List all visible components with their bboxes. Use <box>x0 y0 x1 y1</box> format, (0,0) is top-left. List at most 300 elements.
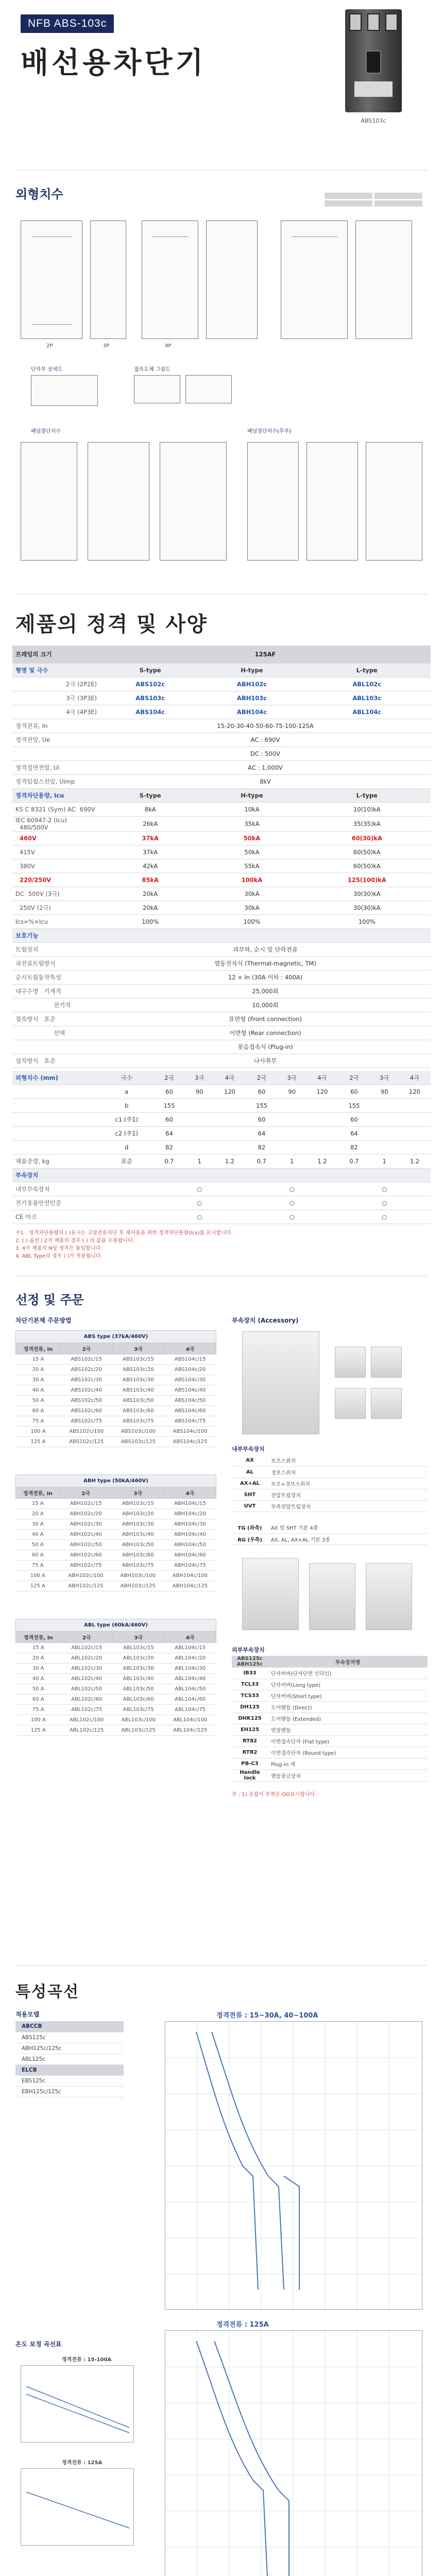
page-title: 배선용차단기 <box>21 46 207 80</box>
table-row <box>232 1668 428 1679</box>
order-cell: 20 A <box>16 1365 61 1375</box>
order-cell: ABL104c/30 <box>164 1664 216 1674</box>
front-view-4p <box>281 221 348 339</box>
table-row <box>232 1713 428 1724</box>
acc-key: RTR2 <box>232 1747 268 1758</box>
table-row <box>16 1725 216 1736</box>
order-cell: ABL103c/50 <box>113 1684 164 1694</box>
rated-current: 15-20-30-40-50-60-75-100-125A <box>100 719 431 733</box>
overcurrent-value: 열동전자식 (Thermal-magnetic, TM) <box>100 956 431 970</box>
table-row <box>232 1770 428 1782</box>
table-row <box>16 1509 216 1519</box>
breaking-value: 26kA <box>100 816 200 831</box>
order-cell: ABL104c/100 <box>164 1715 216 1725</box>
breaking-value: 30kA <box>200 901 303 914</box>
dim-key: c1 (주1) <box>100 1113 153 1127</box>
panel-cut-4p <box>160 442 227 561</box>
breaking-value: 35kA <box>200 816 303 831</box>
side-view-4p <box>355 221 412 339</box>
pole-col-header: 3극 <box>185 1071 214 1085</box>
order-table-caption: ABS type (37kA/460V) <box>16 1331 216 1343</box>
order-cell: ABH104c/60 <box>164 1550 216 1561</box>
accessory-part-image <box>335 1347 366 1378</box>
weight-value: 0.7 <box>153 1155 185 1168</box>
acc-key: SHT <box>232 1489 268 1500</box>
dim-row <box>12 1113 431 1127</box>
acc-key: RT82 <box>232 1736 268 1747</box>
terminal-detail-label: 단자부 상세도 <box>31 367 63 372</box>
dim-value <box>278 1099 306 1113</box>
pole-col-header: 4극 <box>306 1071 338 1085</box>
front-view-3p <box>142 221 198 339</box>
table-row <box>16 1437 216 1447</box>
frame-label: 프레임의 크기 <box>12 646 100 663</box>
order-cell: 20 A <box>16 1653 61 1664</box>
order-cell: ABS104c/125 <box>164 1437 216 1447</box>
side-view-2p <box>90 221 126 339</box>
dim-value: 155 <box>338 1099 370 1113</box>
model-list-title: 적용모델 <box>15 2011 40 2018</box>
product-header <box>0 0 443 170</box>
table-row <box>16 1674 216 1684</box>
table-row <box>16 1561 216 1571</box>
dim-row <box>12 1141 431 1155</box>
table-row <box>16 1519 216 1530</box>
acc-value: 보조스위치 <box>268 1455 428 1466</box>
dim-value: 90 <box>185 1085 214 1099</box>
acc-note: 주 : 1) 손잡이 부착은 OO표시합니다. <box>232 1792 317 1798</box>
contact-label: 접속도체 그림도 <box>134 367 171 372</box>
dim-value: 60 <box>338 1113 370 1127</box>
order-cell: ABL103c/125 <box>113 1725 164 1736</box>
list-item <box>15 2021 124 2032</box>
dimensions-section <box>0 171 443 594</box>
order-cell: ABL102c/60 <box>61 1694 112 1705</box>
acc-key: TCL33 <box>232 1679 268 1690</box>
dim-key: b <box>100 1099 153 1113</box>
order-cell: 100 A <box>16 1427 61 1437</box>
weight-value: 0.7 <box>338 1155 370 1168</box>
table-row <box>16 1540 216 1550</box>
breaking-row-label: IEC 60947-2 (Icu) 480/500V <box>12 816 100 831</box>
contact-drawing <box>134 375 180 403</box>
ordering-section <box>0 1276 443 1965</box>
dim-value: 155 <box>246 1099 278 1113</box>
table-row <box>232 1724 428 1736</box>
order-cell: ABS104c/15 <box>164 1354 216 1365</box>
pole-col-header: 3극 <box>370 1071 399 1085</box>
acc-value: 이면접속단자 (Flat type) <box>268 1736 428 1747</box>
acc-ext-header: ABS125c ABH125c <box>232 1656 268 1668</box>
table-row <box>16 1406 216 1416</box>
order-cell: ABH104c/30 <box>164 1519 216 1530</box>
order-cell: ABH102c/75 <box>60 1561 112 1571</box>
curves-content <box>0 2010 443 2576</box>
dim-value: 64 <box>246 1127 278 1141</box>
accessory-title: 부속장치 (Accessory) <box>232 1317 299 1324</box>
table-row <box>16 1684 216 1694</box>
breaking-row <box>12 831 431 845</box>
dim-row-blank <box>12 1141 100 1155</box>
order-cell: ABL102c/125 <box>61 1725 112 1736</box>
order-cell: ABH102c/125 <box>60 1581 112 1591</box>
breaking-value: 50kA <box>200 845 303 859</box>
table-row <box>232 1478 428 1489</box>
dim-value <box>306 1141 338 1155</box>
table-row <box>232 1679 428 1690</box>
table-row <box>16 1499 216 1509</box>
acc-key: AL <box>232 1466 268 1478</box>
dim-value <box>185 1141 214 1155</box>
table-row <box>16 1550 216 1561</box>
ordering-heading: 선정 및 주문 <box>15 1293 84 1307</box>
order-cell: ABS102c/20 <box>60 1365 112 1375</box>
specs-section <box>0 595 443 1260</box>
order-cell: ABL103c/75 <box>113 1705 164 1715</box>
breaking-label: 정격차단용량, Icu <box>12 788 100 802</box>
order-cell: 15 A <box>16 1354 61 1365</box>
drawing-caption: 3P <box>103 343 110 349</box>
order-cell: ABL103c/100 <box>113 1715 164 1725</box>
breaking-value: 37kA <box>100 845 200 859</box>
acc-value: 핸들잠금장치 <box>268 1770 428 1782</box>
order-cell: ABH102c/100 <box>60 1571 112 1581</box>
acc-code-table <box>232 1522 428 1545</box>
breaker-illustration <box>345 9 402 112</box>
order-cell: ABL102c/40 <box>61 1674 112 1684</box>
dim-value <box>399 1113 431 1127</box>
weight-value: 1.2 <box>306 1155 338 1168</box>
dim-value <box>370 1113 399 1127</box>
temp-curve-graph-1 <box>21 2365 134 2443</box>
order-table-header: 정격전류, In <box>16 1343 61 1354</box>
external-acc-image-2 <box>309 1563 355 1630</box>
dim-row <box>12 1099 431 1113</box>
type-l: L-type <box>303 663 431 677</box>
panel-cut-rear-2p <box>247 442 299 561</box>
order-cell: ABL104c/15 <box>164 1643 216 1653</box>
order-cell: ABL104c/60 <box>164 1694 216 1705</box>
dim-value <box>370 1099 399 1113</box>
order-cell: 30 A <box>16 1519 60 1530</box>
order-cell: ABS102c/75 <box>60 1416 112 1427</box>
order-cell: ABL103c/20 <box>113 1653 164 1664</box>
order-table-header: 3극 <box>112 1487 164 1499</box>
dim-value: 64 <box>153 1127 185 1141</box>
order-cell: ABL102c/20 <box>61 1653 112 1664</box>
dimension-legend <box>325 193 422 208</box>
order-cell: ABH102c/15 <box>60 1499 112 1509</box>
dim-value: 60 <box>153 1113 185 1127</box>
temp-curve-graph-2 <box>21 2468 134 2546</box>
breaking-row <box>12 845 431 859</box>
order-table <box>15 1475 216 1591</box>
table-row <box>232 1702 428 1713</box>
panel-cut-rear-3p <box>306 442 358 561</box>
breaking-rows <box>12 802 431 914</box>
order-cell: ABL104c/125 <box>164 1725 216 1736</box>
dim-value <box>399 1099 431 1113</box>
rated-current-label: 정격전류, In <box>12 719 100 733</box>
table-row <box>16 1571 216 1581</box>
table-row <box>232 1466 428 1478</box>
order-cell: ABH103c/15 <box>112 1499 164 1509</box>
rated-voltage-label: 정격전압, Ue <box>12 733 100 747</box>
weight-value: 0.7 <box>246 1155 278 1168</box>
table-row <box>16 1643 216 1653</box>
graph1-title: 정격전류 : 15~30A, 40~100A <box>216 2012 318 2020</box>
pole-row: 4극 (4P3E) ABS104c ABH104c ABL104c <box>12 705 431 719</box>
acc-external-title: 외부부속장치 <box>232 1647 265 1653</box>
order-table-header: 정격전류, In <box>16 1487 60 1499</box>
acc-value: 연장핸들 <box>268 1724 428 1736</box>
accessory-part-image <box>371 1347 402 1378</box>
order-table-header: 정격전류, In <box>16 1632 61 1643</box>
order-table-header: 2극 <box>61 1632 112 1643</box>
order-cell: 75 A <box>16 1561 60 1571</box>
dim-row-blank <box>12 1099 100 1113</box>
panel-cut-rear-4p <box>366 442 422 561</box>
order-cell: 125 A <box>16 1725 61 1736</box>
breaking-row <box>12 802 431 816</box>
order-cell: ABS103c/40 <box>112 1385 164 1396</box>
table-row <box>232 1736 428 1747</box>
dim-value <box>214 1113 246 1127</box>
dim-value <box>399 1127 431 1141</box>
order-table-caption: ABH type (50kA/460V) <box>16 1475 216 1487</box>
table-row <box>16 1427 216 1437</box>
pole-row: 2극 (2P2E) ABS102c ABH102c ABL102c <box>12 677 431 691</box>
order-cell: 40 A <box>16 1385 61 1396</box>
curves-heading: 특성곡선 <box>15 1983 79 2001</box>
instant-trip-value: 12 × In (30A 이하 : 400A) <box>100 970 431 984</box>
breaker-handle-icon <box>366 50 381 74</box>
breaking-row <box>12 873 431 887</box>
order-cell: 20 A <box>16 1509 60 1519</box>
dim-value: 90 <box>278 1085 306 1099</box>
order-cell: 50 A <box>16 1540 60 1550</box>
order-table-header: 4극 <box>164 1343 216 1354</box>
acc-key: EH125 <box>232 1724 268 1736</box>
table-row <box>16 1530 216 1540</box>
table-row <box>16 1385 216 1396</box>
external-acc-image <box>242 1558 299 1630</box>
order-cell: ABL102c/50 <box>61 1684 112 1694</box>
dim-value: 82 <box>153 1141 185 1155</box>
order-cell: ABS103c/50 <box>112 1396 164 1406</box>
dim-value: 64 <box>338 1127 370 1141</box>
pole-col-header: 2극 <box>338 1071 370 1085</box>
order-table-header: 2극 <box>60 1343 112 1354</box>
order-cell: ABH102c/50 <box>60 1540 112 1550</box>
breaking-value: 35(35)kA <box>303 816 431 831</box>
table-row <box>232 1747 428 1758</box>
order-cell: 15 A <box>16 1643 61 1653</box>
dim-value <box>278 1141 306 1155</box>
table-row <box>16 1705 216 1715</box>
acc-value: 부족전압트립장치 <box>268 1500 428 1512</box>
acc-key: IB33 <box>232 1668 268 1679</box>
order-cell: ABS104c/20 <box>164 1365 216 1375</box>
acc-ext-header: 부속장치명 <box>268 1656 428 1668</box>
temp-graph1-label: 정격전류 : 15-100A <box>62 2357 112 2363</box>
order-cell: ABH102c/20 <box>60 1509 112 1519</box>
connection-std: 표면형 (Front connection) <box>100 1012 431 1026</box>
order-cell: 40 A <box>16 1674 61 1684</box>
order-cell: ABL103c/30 <box>113 1664 164 1674</box>
front-view-2p <box>21 221 82 339</box>
dim-row-blank <box>12 1085 100 1099</box>
weight-value: 1 <box>278 1155 306 1168</box>
acc-value: 보조+경보스위치 <box>268 1478 428 1489</box>
dim-value <box>214 1127 246 1141</box>
acc-key: Handle lock <box>232 1770 268 1782</box>
drawing-caption: 2P <box>46 343 53 349</box>
order-cell: 60 A <box>16 1694 61 1705</box>
acc-key: UVT <box>232 1500 268 1512</box>
elec-life: 10,000회 <box>100 998 431 1012</box>
mount-value: 나사취부 <box>100 1054 431 1067</box>
breaking-value: 55kA <box>200 859 303 873</box>
table-row <box>16 1664 216 1674</box>
dim-value: 120 <box>399 1085 431 1099</box>
table-row <box>232 1500 428 1512</box>
order-cell: ABS102c/60 <box>60 1406 112 1416</box>
dim-value <box>278 1127 306 1141</box>
acc-value: 도어핸들 (Direct) <box>268 1702 428 1713</box>
graph2-title: 정격전류 : 125A <box>216 2321 269 2329</box>
breaking-row-label: 220/250V <box>12 873 100 887</box>
contact-drawing-2 <box>185 375 232 403</box>
impulse-label: 정격임펄스전압, Uimp <box>12 774 100 788</box>
weight-value: 1 <box>370 1155 399 1168</box>
order-cell: ABS102c/125 <box>60 1437 112 1447</box>
list-item <box>15 2086 124 2097</box>
insul-value: AC : 1,000V <box>100 760 431 774</box>
ordering-content <box>0 1316 443 1965</box>
acc-internal-title: 내부부속장치 <box>232 1446 265 1452</box>
mech-life: 25,000회 <box>100 984 431 998</box>
temp-curve-title: 온도 보정 곡선표 <box>15 2341 62 2348</box>
breaking-row-label: KS C 8321 (Sym) AC 690V <box>12 802 100 816</box>
table-row <box>232 1455 428 1466</box>
dim-key: a <box>100 1085 153 1099</box>
order-cell: 100 A <box>16 1715 61 1725</box>
dim-value: 120 <box>306 1085 338 1099</box>
dim-key: c2 (주1) <box>100 1127 153 1141</box>
order-table <box>15 1619 216 1736</box>
model-list-item: EBH125c/125c <box>15 2086 124 2097</box>
table-row <box>232 1533 428 1545</box>
breaking-value: 10kA <box>200 802 303 816</box>
table-row <box>232 1690 428 1702</box>
model-list-item: EBS125c <box>15 2075 124 2086</box>
pole-col-header: 4극 <box>399 1071 431 1085</box>
acc-key: PB-C3 <box>232 1758 268 1770</box>
order-table-header: 4극 <box>164 1632 216 1643</box>
breaking-row-label: DC 500V (3극) <box>12 887 100 901</box>
order-cell: ABL104c/50 <box>164 1684 216 1694</box>
acc-key: TCS33 <box>232 1690 268 1702</box>
dim-row-blank <box>12 1113 100 1127</box>
order-cell: ABS104c/40 <box>164 1385 216 1396</box>
type-label: 형명 및 극수 <box>12 663 100 677</box>
order-cell: ABL103c/15 <box>113 1643 164 1653</box>
acc-internal-table <box>232 1455 428 1512</box>
order-cell: 60 A <box>16 1550 60 1561</box>
dim-value <box>278 1113 306 1127</box>
order-cell: 125 A <box>16 1437 61 1447</box>
order-cell: ABL104c/75 <box>164 1705 216 1715</box>
order-cell: ABS104c/75 <box>164 1416 216 1427</box>
order-cell: 15 A <box>16 1499 60 1509</box>
breaking-value: 60(30)kA <box>303 831 431 845</box>
weight-value: 1.2 <box>214 1155 246 1168</box>
dim-value <box>306 1127 338 1141</box>
order-cell: ABS102c/50 <box>60 1396 112 1406</box>
table-row <box>16 1416 216 1427</box>
order-cell: ABL102c/30 <box>61 1664 112 1674</box>
order-cell: 75 A <box>16 1705 61 1715</box>
order-cell: 30 A <box>16 1375 61 1385</box>
table-row <box>16 1354 216 1365</box>
order-cell: ABS104c/50 <box>164 1396 216 1406</box>
dimension-drawings <box>0 210 443 594</box>
accessory-part-image <box>371 1388 402 1419</box>
model-list-item: ABH125c/125c <box>15 2043 124 2054</box>
pole-col-header: 2극 <box>153 1071 185 1085</box>
breaking-value: 125(100)kA <box>303 873 431 887</box>
panel-cut-rear-label: 패널절단치수(후부) <box>247 429 292 434</box>
acc-key: AX <box>232 1455 268 1466</box>
frame-value: 125AF <box>100 646 431 663</box>
order-cell: ABS103c/60 <box>112 1406 164 1416</box>
table-row <box>16 1581 216 1591</box>
accessory-label: 부속장치 <box>12 1168 100 1182</box>
weight-label: 제품중량, kg <box>12 1155 100 1168</box>
order-cell: ABL102c/75 <box>61 1705 112 1715</box>
acc-key: AX+AL <box>232 1478 268 1489</box>
dim-value: 60 <box>246 1113 278 1127</box>
order-cell: ABH104c/40 <box>164 1530 216 1540</box>
order-cell: ABS103c/100 <box>112 1427 164 1437</box>
dim-row <box>12 1127 431 1141</box>
breaking-value: 10(10)kA <box>303 802 431 816</box>
list-item <box>15 2075 124 2086</box>
table-row <box>232 1489 428 1500</box>
order-cell: 125 A <box>16 1581 60 1591</box>
breaking-row <box>12 901 431 914</box>
order-cell: ABS102c/30 <box>60 1375 112 1385</box>
acc-value: 단자커버(Long type) <box>268 1679 428 1690</box>
dim-value <box>370 1141 399 1155</box>
insul-label: 정격절연전압, Ui <box>12 760 100 774</box>
breaking-row <box>12 887 431 901</box>
order-cell: ABH102c/60 <box>60 1550 112 1561</box>
drawing-caption: 4P <box>165 343 172 349</box>
order-cell: ABS103c/20 <box>112 1365 164 1375</box>
dim-key: d <box>100 1141 153 1155</box>
dim-value <box>399 1141 431 1155</box>
breaking-row-label: 460V <box>12 831 100 845</box>
list-item <box>15 2043 124 2054</box>
dim-value <box>370 1127 399 1141</box>
accessory-breaker-image <box>242 1331 319 1434</box>
dim-value: 120 <box>214 1085 246 1099</box>
acc-value: AX, AL, AX+AL 기본 3종 <box>268 1533 428 1545</box>
breaking-row-label: 250V (2극) <box>12 901 100 914</box>
table-row <box>16 1694 216 1705</box>
